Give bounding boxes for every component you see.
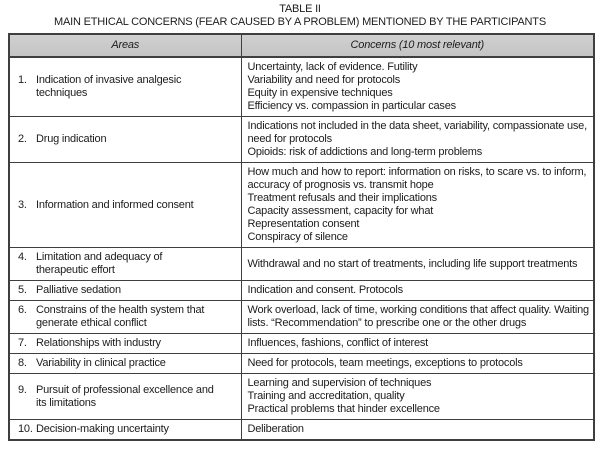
concern-item: Practical problems that hinder excellence xyxy=(247,403,440,415)
concern-item: Learning and supervision of techniques xyxy=(247,377,432,389)
table-number: TABLE II xyxy=(279,3,321,15)
area-text: Decision-making uncertainty xyxy=(36,423,169,435)
area-number: 5. xyxy=(18,284,27,296)
area-number: 7. xyxy=(18,337,27,349)
concern-item: Need for protocols, team meetings, exceptions to protocols xyxy=(247,357,523,369)
concerns-cell xyxy=(241,163,594,248)
table-caption xyxy=(0,0,600,29)
concerns-cell xyxy=(241,420,594,441)
area-cell xyxy=(9,248,241,281)
concern-item: Influences, fashions, conflict of interest xyxy=(247,337,429,349)
area-text: Pursuit of professional excellence and its limitations xyxy=(36,383,214,409)
concern-item: Indications not included in the data sheet, variability, compassionate use, need for protocols xyxy=(247,120,587,145)
header-row xyxy=(9,34,594,57)
concern-item: How much and how to report: information on risks, to scare vs. to inform, accuracy of prognosis vs. transmit hope xyxy=(247,166,587,191)
table-row xyxy=(9,374,594,420)
table-row xyxy=(9,334,594,354)
concerns-cell xyxy=(241,281,594,301)
ethics-table xyxy=(8,33,595,441)
area-cell xyxy=(9,57,241,117)
table-row xyxy=(9,420,594,441)
area-text: Drug indication xyxy=(36,133,107,145)
concern-item: Withdrawal and no start of treatments, including life support treatments xyxy=(247,257,578,270)
area-cell xyxy=(9,374,241,420)
area-number: 9. xyxy=(18,383,27,396)
concerns-cell xyxy=(241,57,594,117)
area-cell xyxy=(9,281,241,301)
area-number: 4. xyxy=(18,251,27,263)
concern-item: Uncertainty, lack of evidence. Futility xyxy=(247,61,418,73)
concern-item: Efficiency vs. compassion in particular cases xyxy=(247,100,456,112)
area-cell xyxy=(9,354,241,374)
concern-item: Treatment refusals and their implications xyxy=(247,192,437,204)
area-cell xyxy=(9,420,241,441)
concern-item: Training and accreditation, quality xyxy=(247,390,405,402)
area-number: 3. xyxy=(18,198,27,211)
area-text: Palliative sedation xyxy=(36,284,121,296)
concerns-cell xyxy=(241,374,594,420)
area-number: 8. xyxy=(18,357,27,369)
concern-item: Work overload, lack of time, working conditions that affect quality. Waiting lists. “Recommendation” to prescribe one or the other drugs xyxy=(247,304,589,329)
concern-item: Deliberation xyxy=(247,423,304,435)
area-text: Variability in clinical practice xyxy=(36,357,166,369)
area-text: Indication of invasive analgesic techniques xyxy=(36,74,182,99)
area-number: 6. xyxy=(18,304,27,316)
table-row xyxy=(9,57,594,117)
concerns-cell xyxy=(241,248,594,281)
concern-item: Representation consent xyxy=(247,218,360,230)
area-text: Relationships with industry xyxy=(36,337,161,349)
table-row xyxy=(9,117,594,163)
area-cell xyxy=(9,334,241,354)
area-number: 1. xyxy=(18,74,27,86)
area-number: 2. xyxy=(18,133,27,145)
header-concerns: Concerns (10 most relevant) xyxy=(241,34,594,57)
concern-item: Equity in expensive techniques xyxy=(247,87,393,99)
table-row xyxy=(9,301,594,334)
concern-item: Opioids: risk of addictions and long-term problems xyxy=(247,146,483,158)
area-cell xyxy=(9,163,241,248)
area-text: Constrains of the health system that generate ethical conflict xyxy=(36,304,205,329)
area-text: Information and informed consent xyxy=(36,198,194,211)
table-title: MAIN ETHICAL CONCERNS (FEAR CAUSED BY A PROBLEM) MENTIONED BY THE PARTICIPANTS xyxy=(54,16,546,28)
concern-item: Variability and need for protocols xyxy=(247,74,401,86)
concerns-cell xyxy=(241,334,594,354)
table-row xyxy=(9,163,594,248)
header-areas: Areas xyxy=(9,34,241,57)
concerns-cell xyxy=(241,117,594,163)
table-row xyxy=(9,248,594,281)
area-text: Limitation and adequacy of therapeutic effort xyxy=(36,251,163,276)
table-row xyxy=(9,281,594,301)
concern-item: Indication and consent. Protocols xyxy=(247,284,403,296)
area-number: 10. xyxy=(18,423,33,435)
concerns-cell xyxy=(241,301,594,334)
concern-item: Conspiracy of silence xyxy=(247,231,348,243)
concerns-cell xyxy=(241,354,594,374)
area-cell xyxy=(9,301,241,334)
area-cell xyxy=(9,117,241,163)
concern-item: Capacity assessment, capacity for what xyxy=(247,205,434,217)
table-row xyxy=(9,354,594,374)
